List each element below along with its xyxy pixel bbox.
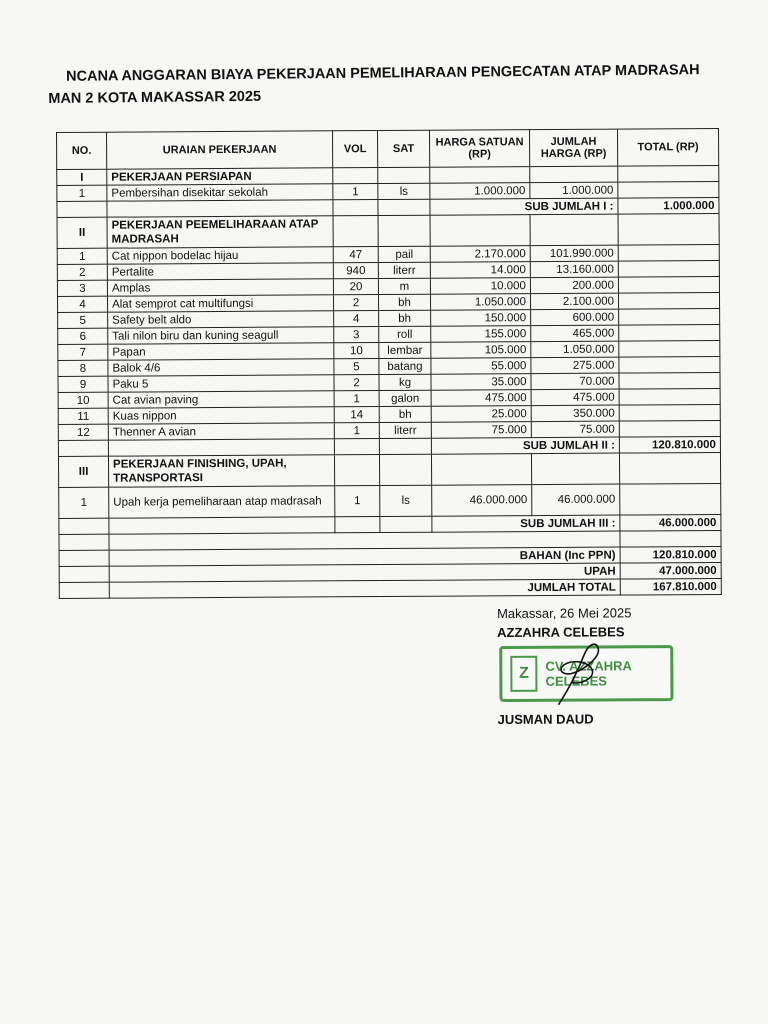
item-sat: bh xyxy=(378,294,430,310)
total-label: JUMLAH TOTAL xyxy=(109,579,620,598)
item-no: 7 xyxy=(58,344,108,360)
signer-name: JUSMAN DAUD xyxy=(497,711,594,727)
budget-table xyxy=(56,128,722,599)
item-price: 155.000 xyxy=(431,326,531,343)
header-vol: VOL xyxy=(332,131,377,168)
header-harga-satuan: HARGA SATUAN (RP) xyxy=(429,130,529,168)
item-desc: Cat nippon bodelac hijau xyxy=(107,247,333,264)
item-vol: 5 xyxy=(334,359,379,375)
item-vol: 47 xyxy=(333,247,378,263)
item-price: 150.000 xyxy=(431,310,531,327)
item-desc: Amplas xyxy=(107,279,333,296)
subtotal-label: SUB JUMLAH II : xyxy=(431,437,619,454)
item-desc: Safety belt aldo xyxy=(108,311,334,328)
item-desc: Tali nilon biru dan kuning seagull xyxy=(108,327,334,344)
total-value: 167.810.000 xyxy=(620,578,721,595)
item-desc: Kuas nippon xyxy=(108,407,334,424)
item-price: 105.000 xyxy=(431,342,531,359)
item-vol: 1 xyxy=(334,423,379,439)
item-desc: Paku 5 xyxy=(108,375,334,392)
item-sat: kg xyxy=(379,374,431,390)
item-no: 11 xyxy=(58,408,108,424)
item-vol: 1 xyxy=(334,391,379,407)
item-price: 1.000.000 xyxy=(430,183,530,200)
item-price: 35.000 xyxy=(431,374,531,391)
upah-label: UPAH xyxy=(109,563,620,582)
item-amount: 275.000 xyxy=(531,357,619,374)
bahan-label: BAHAN (Inc PPN) xyxy=(109,547,620,566)
item-price: 2.170.000 xyxy=(430,246,530,263)
section-title: PEKERJAAN FINISHING, UPAH, TRANSPORTASI xyxy=(108,455,334,487)
header-uraian: URAIAN PEKERJAAN xyxy=(107,131,333,169)
item-sat: batang xyxy=(379,358,431,374)
item-desc: Alat semprot cat multifungsi xyxy=(108,295,334,312)
item-desc: Pembersihan disekitar sekolah xyxy=(107,184,333,201)
section-number: I xyxy=(57,169,107,185)
item-vol: 14 xyxy=(334,407,379,423)
item-desc: Cat avian paving xyxy=(108,391,334,408)
item-amount: 600.000 xyxy=(531,309,619,326)
table-header-row xyxy=(57,128,719,169)
item-sat: literr xyxy=(378,262,430,278)
item-sat: ls xyxy=(378,183,430,199)
title-line-1: NCANA ANGGARAN BIAYA PEKERJAAN PEMELIHARAAN PENGECATAN ATAP MADRASAH xyxy=(66,62,700,85)
item-amount: 46.000.000 xyxy=(532,484,620,516)
item-amount: 465.000 xyxy=(531,325,619,342)
item-desc: Thenner A avian xyxy=(108,423,334,440)
item-vol: 940 xyxy=(333,263,378,279)
item-desc: Upah kerja pemeliharaan atap madrasah xyxy=(109,486,335,518)
item-no: 4 xyxy=(58,296,108,312)
item-no: 5 xyxy=(58,312,108,328)
item-vol: 1 xyxy=(333,184,378,200)
item-amount: 2.100.000 xyxy=(530,293,618,310)
item-price: 475.000 xyxy=(431,390,531,407)
section-title: PEKERJAAN PERSIAPAN xyxy=(107,168,333,185)
item-sat: lembar xyxy=(379,342,431,358)
section-number: II xyxy=(57,217,107,248)
item-amount: 101.990.000 xyxy=(530,245,618,262)
item-amount: 1.000.000 xyxy=(530,182,618,199)
item-price: 46.000.000 xyxy=(432,485,532,517)
item-vol: 3 xyxy=(334,327,379,343)
bahan-value: 120.810.000 xyxy=(620,546,721,563)
item-no: 10 xyxy=(58,392,108,408)
item-sat: galon xyxy=(379,390,431,406)
company-name: AZZAHRA CELEBES xyxy=(497,624,625,640)
item-desc: Papan xyxy=(108,343,334,360)
item-sat: bh xyxy=(379,310,431,326)
item-sat: bh xyxy=(379,406,431,422)
item-vol: 4 xyxy=(334,311,379,327)
subtotal-label: SUB JUMLAH III : xyxy=(432,515,620,532)
document-title xyxy=(48,59,718,110)
item-price: 14.000 xyxy=(430,262,530,279)
header-no: NO. xyxy=(57,132,107,169)
header-total: TOTAL (RP) xyxy=(617,128,718,166)
upah-value: 47.000.000 xyxy=(620,562,721,579)
item-desc: Pertalite xyxy=(107,263,333,280)
section-number: III xyxy=(58,456,108,487)
item-amount: 70.000 xyxy=(531,373,619,390)
stamp-text: CV. AZZAHRA CELEBES xyxy=(545,658,632,689)
header-sat: SAT xyxy=(377,130,429,167)
item-amount: 350.000 xyxy=(531,405,619,422)
item-sat: roll xyxy=(379,326,431,342)
item-amount: 75.000 xyxy=(531,421,619,438)
item-vol: 10 xyxy=(334,343,379,359)
signature-block xyxy=(497,605,728,727)
company-stamp xyxy=(499,645,673,702)
item-sat: literr xyxy=(379,422,431,438)
item-amount: 1.050.000 xyxy=(531,341,619,358)
item-price: 10.000 xyxy=(430,278,530,295)
stamp-logo-icon: Z xyxy=(510,656,537,692)
section-row xyxy=(58,452,720,487)
item-desc: Balok 4/6 xyxy=(108,359,334,376)
item-vol: 2 xyxy=(334,375,379,391)
item-sat: ls xyxy=(380,485,432,516)
table-row xyxy=(59,483,721,518)
section-row xyxy=(57,213,719,248)
item-no: 8 xyxy=(58,360,108,376)
item-vol: 2 xyxy=(333,295,378,311)
header-jumlah-harga: JUMLAH HARGA (RP) xyxy=(529,129,617,167)
item-no: 3 xyxy=(57,280,107,296)
item-price: 75.000 xyxy=(431,422,531,439)
item-vol: 1 xyxy=(335,486,380,517)
subtotal-label: SUB JUMLAH I : xyxy=(430,198,618,215)
item-price: 1.050.000 xyxy=(430,294,530,311)
item-sat: pail xyxy=(378,246,430,262)
item-no: 12 xyxy=(58,424,108,440)
item-price: 55.000 xyxy=(431,358,531,375)
item-vol: 20 xyxy=(333,279,378,295)
item-amount: 13.160.000 xyxy=(530,261,618,278)
item-no: 2 xyxy=(57,264,107,280)
subtotal-value: 1.000.000 xyxy=(618,197,719,214)
place-date: Makassar, 26 Mei 2025 xyxy=(497,605,632,621)
item-amount: 200.000 xyxy=(530,277,618,294)
item-price: 25.000 xyxy=(431,406,531,423)
item-no: 1 xyxy=(59,487,109,518)
section-title: PEKERJAAN PEEMELIHARAAN ATAP MADRASAH xyxy=(107,216,333,248)
item-no: 9 xyxy=(58,376,108,392)
subtotal-value: 46.000.000 xyxy=(620,514,721,531)
item-no: 6 xyxy=(58,328,108,344)
summary-row xyxy=(59,578,721,598)
item-amount: 475.000 xyxy=(531,389,619,406)
item-no: 1 xyxy=(57,185,107,201)
title-line-2: MAN 2 KOTA MAKASSAR 2025 xyxy=(48,88,262,107)
subtotal-value: 120.810.000 xyxy=(619,436,720,453)
item-sat: m xyxy=(378,278,430,294)
item-no: 1 xyxy=(57,248,107,264)
handwritten-signature-icon xyxy=(546,634,606,712)
